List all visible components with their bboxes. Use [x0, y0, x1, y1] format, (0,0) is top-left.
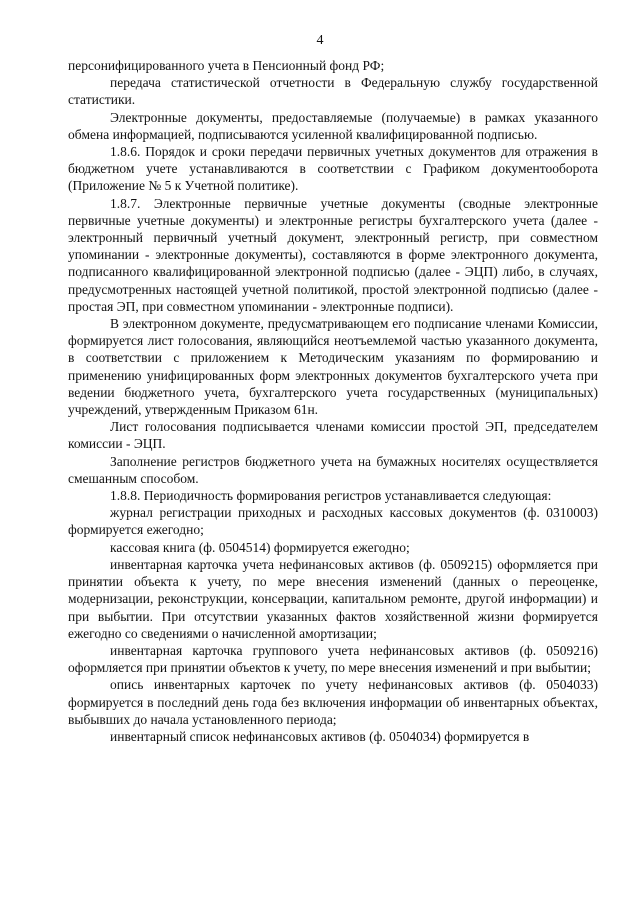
paragraph: инвентарная карточка учета нефинансовых активов (ф. 0509215) оформляется при принятии объекта к учету, по мере внесения изменений (данных о переоценке, модернизации, реконструкции, консервации, капитальном ремонте, другой информации) и при выбытии. При отсутствии указанных фактов хозяйственной жизни формируется ежегодно со сведениями о начисленной амортизации;	[68, 556, 598, 641]
paragraph: инвентарная карточка группового учета нефинансовых активов (ф. 0509216) оформляется при принятии объектов к учету, по мере внесения изменений и при выбытии;	[68, 642, 598, 676]
paragraph: Лист голосования подписывается членами комиссии простой ЭП, председателем комиссии - ЭЦП.	[68, 419, 598, 452]
page-number: 4	[316, 33, 324, 48]
paragraph: В электронном документе, предусматривающем его подписание членами Комиссии, формируется лист голосования, являющийся неотъемлемой частью указанного документа, в соответствии с приложением к Методическим указаниям по формированию и применению унифицированных форм электронных документов бухгалтерского учета при ведении бюджетного учета, бухгалтерского учета государственных (муниципальных) учреждений, утвержденным Приказом 61н.	[68, 316, 598, 418]
paragraph: Заполнение регистров бюджетного учета на бумажных носителях осуществляется смешанным способом.	[68, 453, 598, 486]
paragraph: кассовая книга (ф. 0504514) формируется ежегодно;	[110, 539, 410, 555]
paragraph: журнал регистрации приходных и расходных кассовых документов (ф. 0310003) формируется ежегодно;	[68, 505, 598, 538]
paragraph: опись инвентарных карточек по учету нефинансовых активов (ф. 0504033) формируется в последний день года без включения информации об инвентарных объектах, выбывших до начала установленного периода;	[68, 677, 598, 727]
paragraph: инвентарный список нефинансовых активов (ф. 0504034) формируется в	[110, 728, 530, 744]
paragraph: 1.8.7. Электронные первичные учетные документы (сводные электронные первичные учетные документы) и электронные регистры бухгалтерского учета (далее - электронный первичный учетный документ, электронный регистр, при совместном упоминании - электронные документы), составляются в форме электронного документа, подписанного квалифицированной электронной подписью (далее - ЭЦП) либо, в случаях, предусмотренных настоящей учетной политикой, простой электронной подписью (далее - простая ЭП, при совместном упоминании - электронные подписи).	[68, 195, 598, 314]
paragraph: передача статистической отчетности в Федеральную службу государственной статистики.	[68, 75, 598, 108]
paragraph: 1.8.6. Порядок и сроки передачи первичных учетных документов для отражения в бюджетном учете устанавливаются в соответствии с Графиком документооборота (Приложение № 5 к Учетной политике).	[68, 144, 598, 194]
paragraph: 1.8.8. Периодичность формирования регистров устанавливается следующая:	[110, 488, 552, 504]
document-body	[68, 57, 598, 745]
paragraph: персонифицированного учета в Пенсионный фонд РФ;	[68, 58, 385, 73]
paragraph: Электронные документы, предоставляемые (получаемые) в рамках указанного обмена информацией, подписываются усиленной квалифицированной подписью.	[68, 109, 598, 142]
